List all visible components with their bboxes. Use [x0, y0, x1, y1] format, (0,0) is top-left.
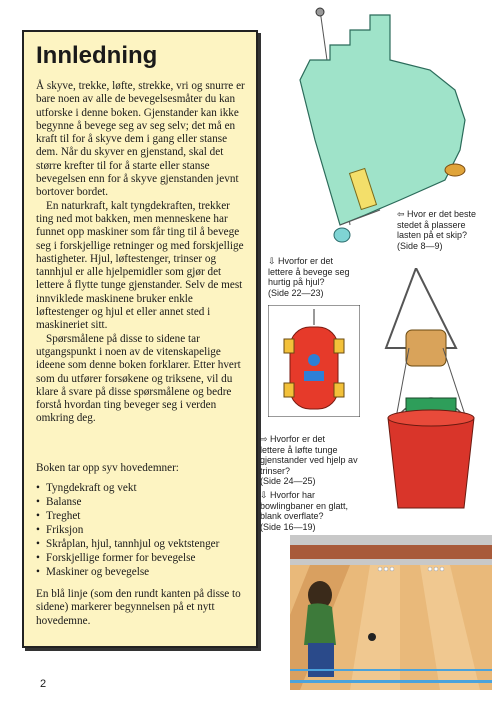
paragraph-1: Å skyve, trekke, løfte, strekke, vri og snurre er bare noen av alle de bevegelsesmåter du kan utforske i denne boken. Gjenstander kan ikke begynne å bevege seg av seg selv; det må en kraft til for å skyve dem i gang eller stanse dem. Når du skyver en gjenstand, skal det større krefter til for å starte eller stanse bevegelsen enn for å skyve gjenstanden jevnt bortover bordet. [36, 80, 245, 199]
topics-intro: Boken tar opp syv hovedemner: [36, 461, 179, 474]
bowling-caption: ⇩ Hvorfor har bowlingbaner en glatt, blank overflate? (Side 16—19) [260, 490, 349, 532]
page-number: 2 [40, 678, 47, 690]
blue-topic-line [290, 669, 492, 671]
intro-text-box [22, 30, 258, 648]
topic-item: • Forskjellige former for bevegelse [36, 551, 246, 565]
topics-list [36, 481, 246, 579]
topic-item: • Friksjon [36, 523, 246, 537]
topic-item: • Maskiner og bevegelse [36, 565, 246, 579]
pulley-caption: ⇨ Hvorfor er det lettere å løfte tunge gjenstander ved hjelp av trinser? (Side 24—25) [260, 434, 358, 486]
topic-item: • Tyngdekraft og vekt [36, 481, 246, 495]
arrow-icon: ⇩ [268, 256, 276, 266]
bowling-alley-photo [290, 535, 492, 690]
arrow-icon: ⇦ [397, 209, 405, 219]
arrow-icon: ⇨ [260, 434, 268, 444]
topic-item: • Balanse [36, 495, 246, 509]
paragraph-2: En naturkraft, kalt tyngdekraften, trekker ting ned mot bakken, men menneskene har funnet opp maskiner som får ting til å bevege seg i forskjellige retninger og med forskjellige hastigheter. Hjul, løftestenger, trinser og tannhjul er alle hjelpemidler som gjør det lettere å flytte tunge gjenstander. Selv de mest innviklede maskinene bruker enkle løftestenger og hjul et eller annet sted i maskineriet sitt. [36, 199, 244, 332]
arrow-icon: ⇩ [260, 490, 268, 500]
paragraph-3: Spørsmålene på disse to sidene tar utgangspunkt i noen av de vitenskapelige ideene som denne boken forklarer. Etter hvert som du utfører forsøkene og triksene, vil du klare å svare på disse spørsmålene og bedre forstå hvordan ting beveger seg i verden omkring deg. [36, 332, 241, 425]
page-title: Innledning [36, 42, 158, 69]
topic-item: • Treghet [36, 509, 246, 523]
skateboard-illustration [268, 305, 360, 417]
topic-item: • Skråplan, hjul, tannhjul og vektstenger [36, 537, 246, 551]
ship-caption: ⇦ Hvor er det beste stedet å plassere lasten på et skip? (Side 8—9) [397, 209, 477, 251]
skateboard-caption: ⇩ Hvorfor er det lettere å bevege seg hurtig på hjul? (Side 22—23) [268, 256, 350, 298]
pulley-bucket-illustration [376, 268, 486, 528]
closing-text: En blå linje (som den rundt kanten på disse to sidene) markerer begynnelsen på et nytt hovedemne. [36, 588, 241, 627]
